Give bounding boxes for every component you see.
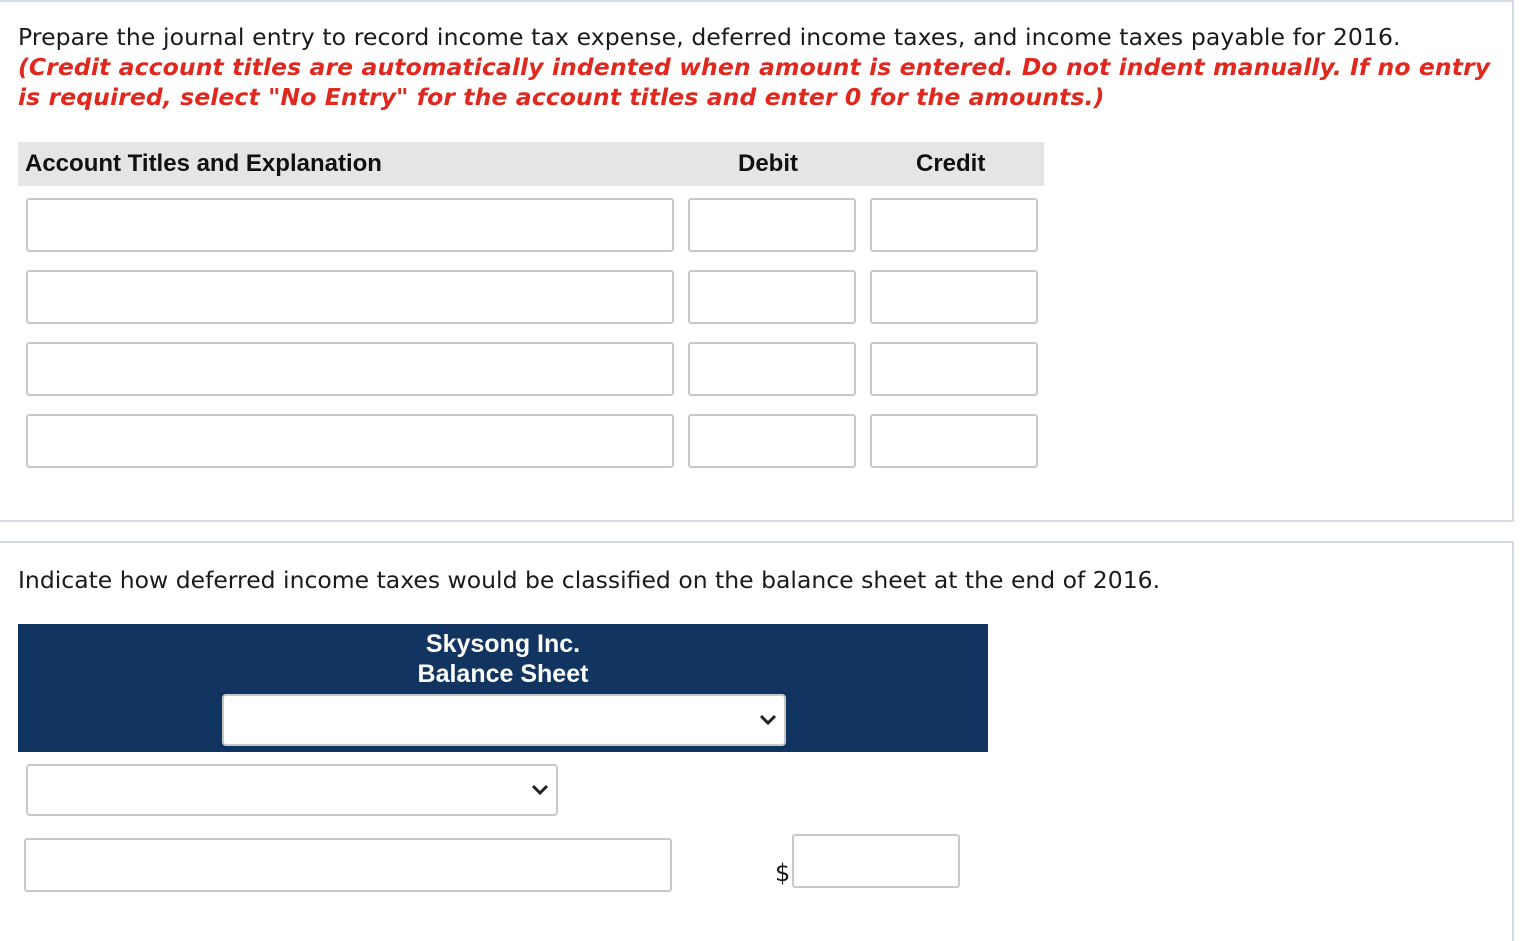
debit-field[interactable]: [688, 198, 856, 252]
account-title-field[interactable]: [26, 342, 674, 396]
credit-field[interactable]: [870, 414, 1038, 468]
column-header-account: Account Titles and Explanation: [25, 150, 382, 177]
credit-field[interactable]: [870, 342, 1038, 396]
account-title-field[interactable]: [26, 414, 674, 468]
debit-field[interactable]: [688, 414, 856, 468]
debit-field[interactable]: [688, 342, 856, 396]
company-name: Skysong Inc.: [425, 630, 581, 658]
instruction-text: Prepare the journal entry to record income tax expense, deferred income taxes, and income taxes payable for 2016.: [18, 23, 1401, 51]
account-title-field[interactable]: [26, 198, 674, 252]
debit-field[interactable]: [688, 270, 856, 324]
chevron-down-icon: [758, 712, 778, 728]
account-title-field[interactable]: [26, 270, 674, 324]
credit-field[interactable]: [870, 198, 1038, 252]
statement-name: Balance Sheet: [417, 660, 589, 688]
column-header-credit: Credit: [916, 150, 986, 177]
balance-sheet-instruction: Indicate how deferred income taxes would be classified on the balance sheet at the end of 2016.: [18, 566, 1161, 594]
amount-field[interactable]: [792, 834, 960, 888]
account-name-field[interactable]: [24, 838, 672, 892]
journal-instruction: [18, 22, 1498, 112]
classification-select[interactable]: [26, 764, 558, 816]
currency-symbol: $: [775, 859, 791, 887]
chevron-down-icon: [530, 782, 550, 798]
instruction-note: (Credit account titles are automatically indented when amount is entered. Do not indent manually. If no entry is required, select "No Entry" for the account titles and enter 0 for the amounts.): [18, 53, 1491, 111]
date-select[interactable]: [222, 694, 786, 746]
balance-sheet-header: [18, 624, 988, 752]
journal-table-header: [18, 142, 1044, 186]
credit-field[interactable]: [870, 270, 1038, 324]
column-header-debit: Debit: [738, 150, 798, 177]
